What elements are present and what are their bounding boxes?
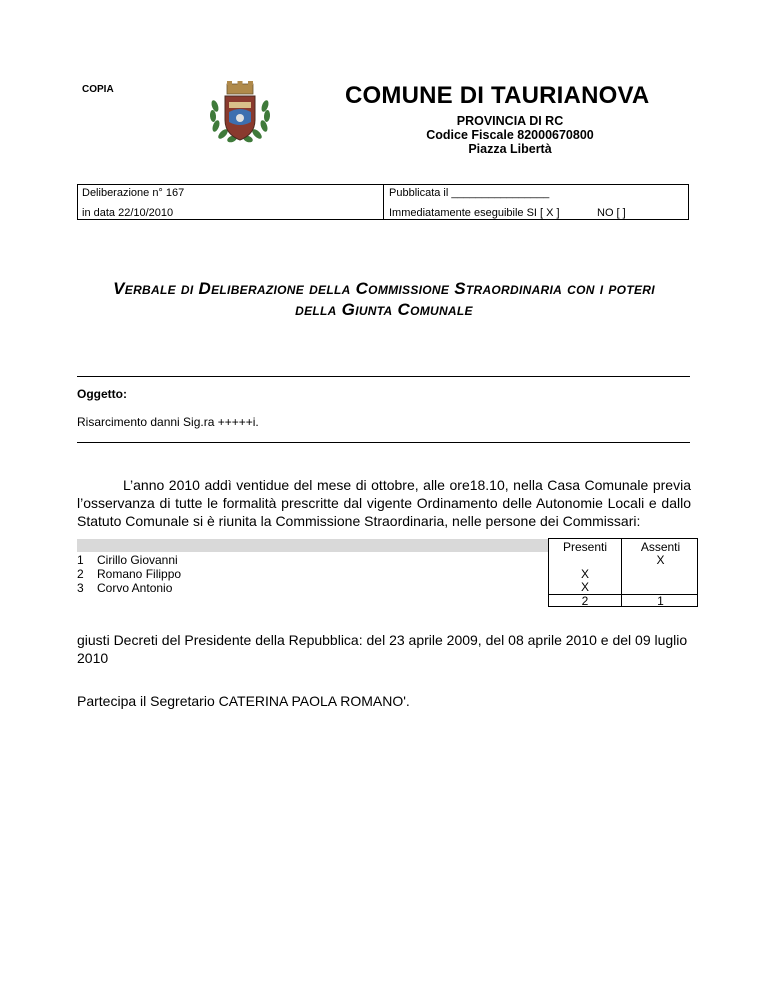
document-title — [70, 278, 698, 320]
subject-label: Oggetto: — [77, 387, 127, 401]
absent-mark: X — [656, 553, 665, 567]
deliberation-number: Deliberazione n° 167 — [82, 187, 185, 199]
address-line: Piazza Libertà — [468, 142, 552, 156]
attendance-table — [548, 538, 698, 607]
document-title-line2: della Giunta Comunale — [295, 300, 473, 319]
meeting-paragraph-first-line: L’anno 2010 addì ventidue del mese di ottobre, alle ore18.10, nella Casa Comunale previa — [123, 477, 691, 493]
divider-top — [77, 376, 690, 377]
meeting-paragraph-rest: l’osservanza di tutte le formalità prescritte dal vigente Ordinamento delle Autonomie Locali e dallo Statuto Comunale si è riunita la Commissione Straordinaria, nelle persone dei Commissari: — [77, 495, 691, 529]
executable-no: NO [ ] — [597, 207, 626, 219]
member-number: 1 — [77, 553, 84, 567]
member-name: Corvo Antonio — [97, 581, 173, 595]
member-number: 2 — [77, 567, 84, 581]
present-mark: X — [580, 580, 589, 594]
member-number: 3 — [77, 581, 84, 595]
absent-header: Assenti — [640, 540, 681, 554]
publication-line: Pubblicata il ________________ — [389, 187, 550, 199]
member-name: Cirillo Giovanni — [97, 553, 178, 567]
tax-code-line: Codice Fiscale 82000670800 — [426, 128, 594, 142]
province-line: PROVINCIA DI RC — [456, 114, 564, 128]
member-name: Romano Filippo — [97, 567, 182, 581]
municipality-title: COMUNE DI TAURIANOVA — [345, 82, 650, 109]
present-total: 2 — [581, 594, 589, 608]
absent-total: 1 — [657, 594, 664, 608]
subject-text: Risarcimento danni Sig.ra +++++i. — [77, 415, 259, 429]
members-header-bar — [77, 539, 549, 552]
deliberation-info-box — [77, 184, 689, 220]
divider-bottom — [77, 442, 690, 443]
secretary-line: Partecipa il Segretario CATERINA PAOLA ROMANO'. — [77, 693, 410, 709]
coat-of-arms-icon — [205, 78, 275, 148]
present-header: Presenti — [562, 540, 608, 554]
document-title-line1: Verbale di Deliberazione della Commissione Straordinaria con i poteri — [113, 279, 655, 298]
meeting-paragraph — [77, 476, 691, 530]
executable-line: Immediatamente eseguibile SI [ X ] — [389, 207, 560, 219]
copy-label: COPIA — [82, 84, 114, 95]
present-mark: X — [580, 567, 589, 581]
decrees-paragraph: giusti Decreti del Presidente della Repubblica: del 23 aprile 2009, del 08 aprile 2010 e del 09 luglio 2010 — [77, 632, 688, 666]
deliberation-date: in data 22/10/2010 — [82, 207, 174, 219]
